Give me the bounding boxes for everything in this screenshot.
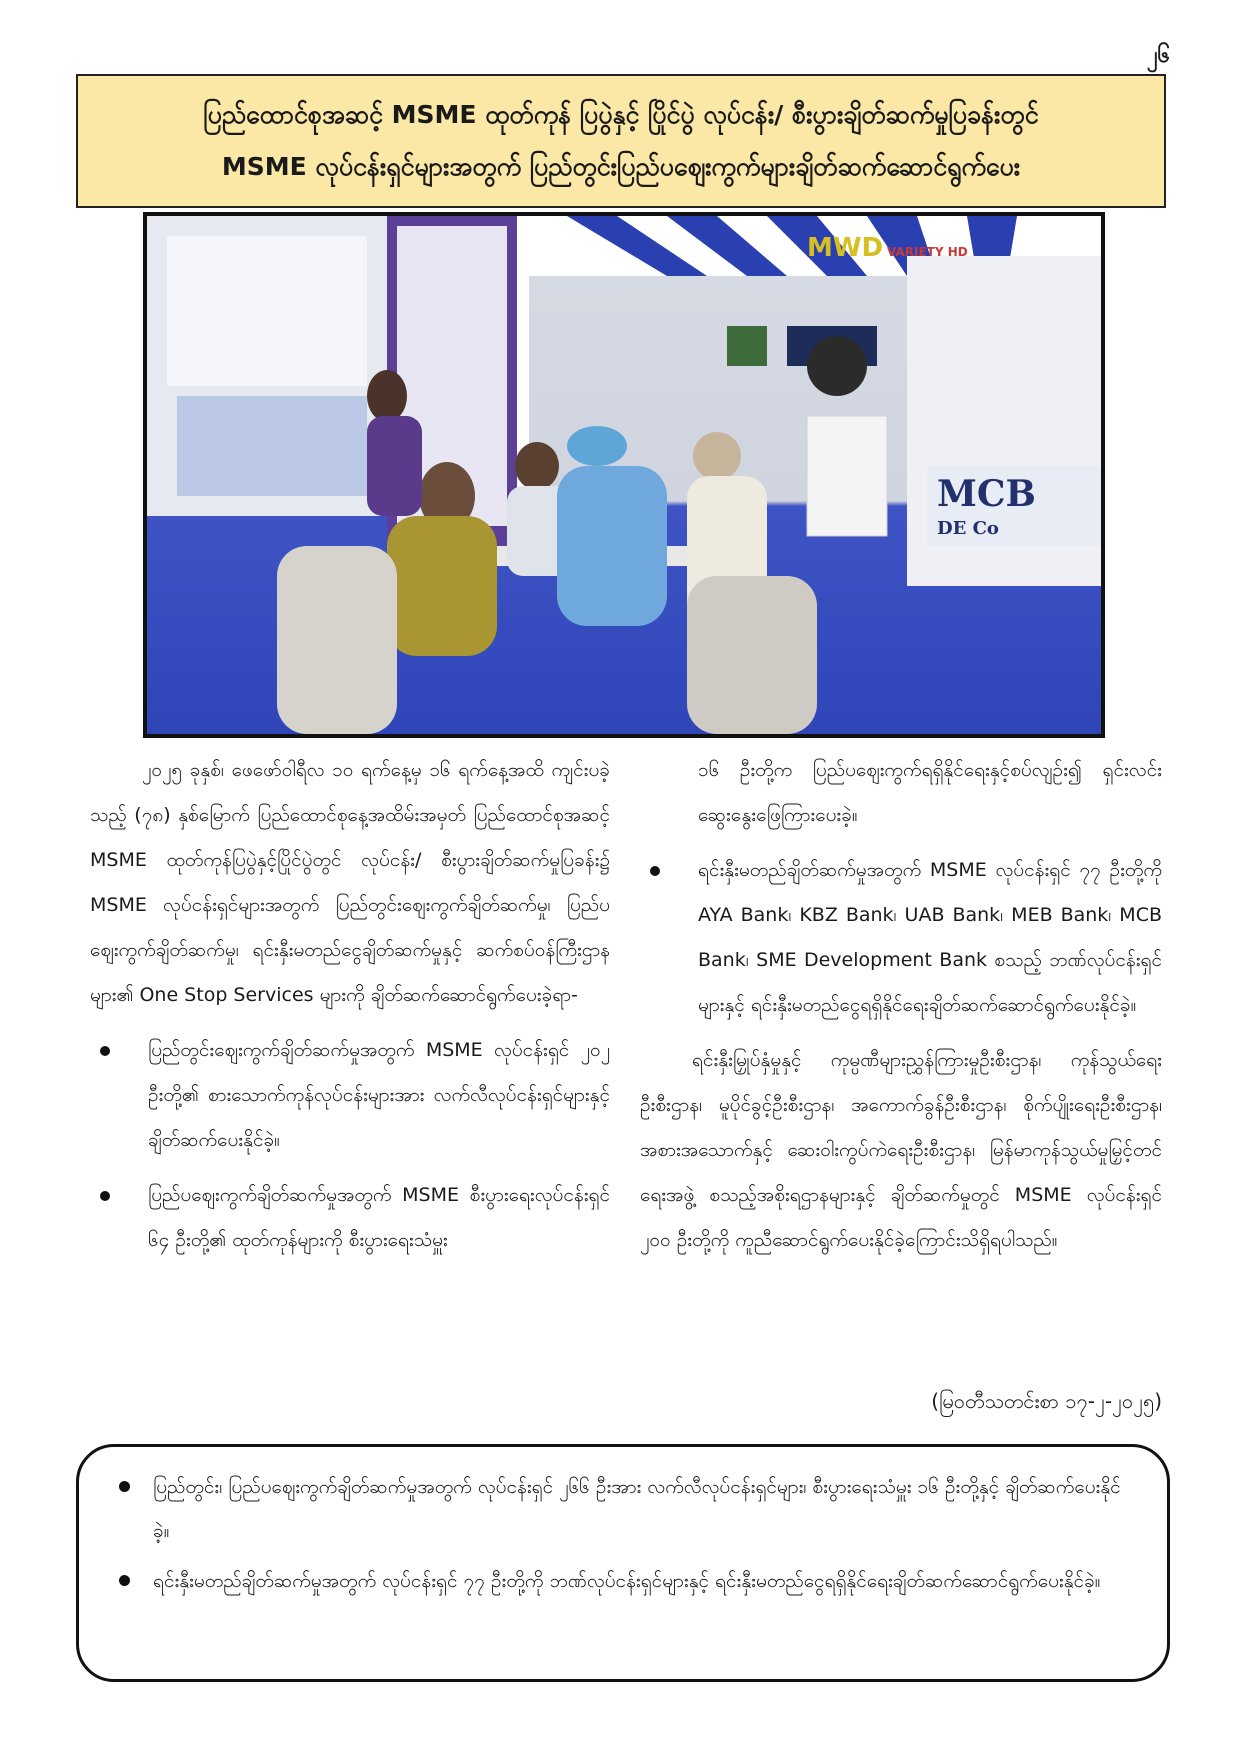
- headline-line-2: MSME လုပ်ငန်းရှင်များအတွက် ပြည်တွင်းပြည်ပဈေးကွက်များချိတ်ဆက်ဆောင်ရွက်ပေး: [221, 152, 1021, 181]
- closing-paragraph: ရင်းနှီးမြှုပ်နှံမှုနှင့် ကုမ္ပဏီများညွှန်ကြားမှုဦးစီးဌာန၊ ကုန်သွယ်ရေးဦးစီးဌာန၊ မူပိုင်ခွင့်ဦးစီးဌာန၊ အကောက်ခွန်ဦးစီးဌာန၊ စိုက်ပျိုးရေးဦးစီးဌာန၊ အစားအသောက်နှင့် ဆေးဝါးကွပ်ကဲရေးဦးစီးဌာန၊ မြန်မာကုန်သွယ်မှုမြှင့်တင်ရေးအဖွဲ့ စသည့်အစိုးရဌာနများနှင့် ချိတ်ဆက်မှုတွင် MSME လုပ်ငန်းရှင် ၂၀၀ ဦးတို့ကို ကူညီဆောင်ရွက်ပေးနိုင်ခဲ့ကြောင်းသိရှိရပါသည်။: [640, 1049, 1162, 1251]
- summary-item: [109, 1559, 1137, 1603]
- summary-box: [76, 1444, 1170, 1682]
- bullet-text: ရင်းနှီးမတည်ချိတ်ဆက်မှုအတွက် MSME လုပ်ငန်းရှင် ၇၇ ဦးတို့ကို AYA Bank၊ KBZ Bank၊ UAB Bank၊ MEB Bank၊ MCB Bank၊ SME Development Bank စသည့် ဘဏ်လုပ်ငန်းရှင်များနှင့် ရင်းနှီးမတည်ငွေရရှိနိုင်ရေးချိတ်ဆက်ဆောင်ရွက်ပေးနိုင်ခဲ့။: [698, 859, 1162, 1016]
- summary-text: ရင်းနှီးမတည်ချိတ်ဆက်မှုအတွက် လုပ်ငန်းရှင် ၇၇ ဦးတို့ကို ဘဏ်လုပ်ငန်းရှင်များနှင့် ရင်းနှီးမတည်ငွေရရှိနိုင်ရေးချိတ်ဆက်ဆောင်ရွက်ပေးနိုင်ခဲ့။: [153, 1570, 1101, 1592]
- left-bullet-list: [90, 1028, 610, 1263]
- left-column: [90, 748, 610, 1263]
- headline-box: [76, 74, 1166, 208]
- bullet-text: ပြည်ပဈေးကွက်ချိတ်ဆက်မှုအတွက် MSME စီးပွားရေးလုပ်ငန်းရှင် ၆၄ ဦးတို့၏ ထုတ်ကုန်များကို စီးပွားရေးသံမှူး: [148, 1184, 610, 1251]
- list-item: [90, 1173, 610, 1263]
- source-citation: (မြဝတီသတင်းစာ ၁၇-၂-၂၀၂၅): [931, 1389, 1162, 1413]
- bullet-icon: [100, 1046, 110, 1056]
- summary-item: [109, 1465, 1137, 1553]
- page-number: ၂၆: [1146, 43, 1170, 68]
- summary-text: ပြည်တွင်း၊ ပြည်ပဈေးကွက်ချိတ်ဆက်မှုအတွက် လုပ်ငန်းရှင် ၂၆၆ ဦးအား လက်လီလုပ်ငန်းရှင်များ၊ စီးပွားရေးသံမှူး ၁၆ ဦးတို့နှင့် ချိတ်ဆက်ပေးနိုင်ခဲ့။: [153, 1476, 1121, 1542]
- bullet-icon: [119, 1481, 130, 1492]
- bullet-icon: [119, 1575, 130, 1586]
- bullet-icon: [650, 866, 660, 876]
- headline-line-1: ပြည်ထောင်စုအဆင့် MSME ထုတ်ကုန် ပြပွဲနှင့် ပြိုင်ပွဲ လုပ်ငန်း/ စီးပွားချိတ်ဆက်မှုပြခန်းတွင်: [203, 100, 1039, 129]
- photo-banner-de: DE Co: [937, 518, 999, 539]
- photo-banner-mcb: MCB: [937, 473, 1036, 515]
- list-item: [90, 1028, 610, 1163]
- list-item: [640, 848, 1162, 1028]
- right-column: [640, 748, 1162, 1265]
- photo-watermark: MWD: [807, 233, 884, 263]
- continuation-paragraph: ၁၆ ဦးတို့က ပြည်ပဈေးကွက်ရရှိနိုင်ရေးနှင့်စပ်လျဉ်း၍ ရှင်းလင်းဆွေးနွေးဖြေကြားပေးခဲ့။: [698, 759, 1162, 826]
- right-bullet-list: [640, 848, 1162, 1028]
- bullet-icon: [100, 1191, 110, 1201]
- photo-watermark-sub: VARIETY HD: [887, 245, 968, 259]
- bullet-text: ပြည်တွင်းဈေးကွက်ချိတ်ဆက်မှုအတွက် MSME လုပ်ငန်းရှင် ၂၀၂ ဦးတို့၏ စားသောက်ကုန်လုပ်ငန်းများအား လက်လီလုပ်ငန်းရှင်များနှင့် ချိတ်ဆက်ပေးနိုင်ခဲ့။: [148, 1039, 610, 1151]
- news-photo: [143, 212, 1105, 738]
- intro-paragraph: ၂၀၂၅ ခုနှစ်၊ ဖေဖော်ဝါရီလ ၁၀ ရက်နေ့မှ ၁၆ ရက်နေ့အထိ ကျင်းပခဲ့သည့် (၇၈) နှစ်မြောက် ပြည်ထောင်စုနေ့အထိမ်းအမှတ် ပြည်ထောင်စုအဆင့် MSME ထုတ်ကုန်ပြပွဲနှင့်ပြိုင်ပွဲတွင် လုပ်ငန်း/ စီးပွားချိတ်ဆက်မှုပြခန်း၌ MSME လုပ်ငန်းရှင်များအတွက် ပြည်တွင်းဈေးကွက်ချိတ်ဆက်မှု၊ ပြည်ပဈေးကွက်ချိတ်ဆက်မှု၊ ရင်းနှီးမတည်ငွေချိတ်ဆက်မှုနှင့် ဆက်စပ်ဝန်ကြီးဌာနများ၏ One Stop Services များကို ချိတ်ဆက်ဆောင်ရွက်ပေးခဲ့ရာ-: [90, 759, 610, 1006]
